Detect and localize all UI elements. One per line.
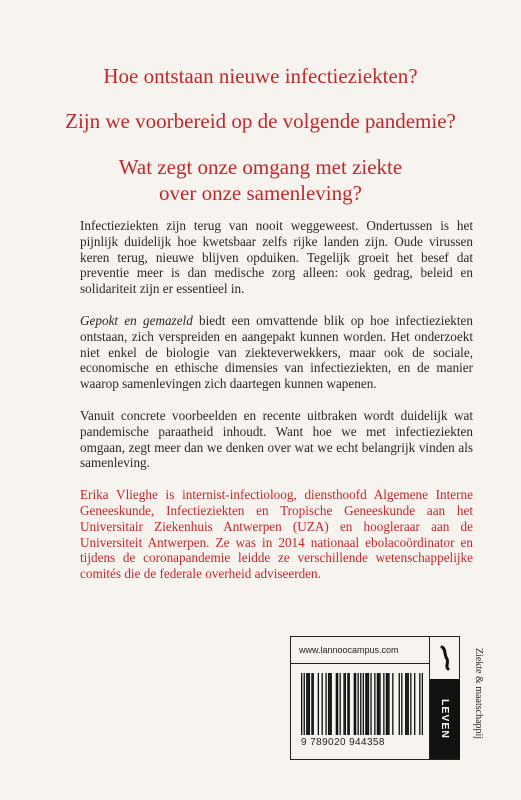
- book-title: Gepokt en gemazeld: [80, 312, 193, 328]
- barcode-bar: [392, 673, 393, 735]
- blurb-paragraph-1: Infectieziekten zijn terug van nooit weggeweest. Ondertussen is het pijnlijk duidelijk hoe kwetsbaar zelfs rijke landen zijn. Oude virussen keren terug, nieuwe blijven opduiken. Tegelijk groeit het besef dat preventie meer is dan medische zorg alleen: ook gedrag, beleid en solidariteit zijn er essentieel in.: [80, 218, 473, 297]
- barcode-bar: [378, 673, 379, 735]
- barcode-bar: [345, 673, 346, 735]
- publisher-logo-icon: [429, 637, 460, 679]
- barcode-bar: [419, 673, 420, 735]
- barcode-bar: [422, 673, 423, 735]
- question-2: Zijn we voorbereid op de volgende pandemie?: [65, 109, 456, 133]
- author-bio: is internist-infectioloog, diensthoofd Algemene Interne Geneeskunde, Infectieziekten en Tropische Geneeskunde aan het Universitair Ziekenhuis Antwerpen (UZA) en hoogleraar aan de Universiteit Antwerpen. Ze was in 2014 nationaal ebolacoördinator en tijdens de coronapandemie leidde ze verschillende wetenschappelijke comités die de federale overheid adviseerden.: [80, 487, 473, 582]
- barcode-bar: [331, 673, 332, 735]
- barcode-bar: [307, 673, 308, 735]
- question-block: [0, 64, 521, 226]
- barcode-bar: [304, 673, 305, 735]
- barcode-bar: [383, 673, 384, 735]
- barcode-bar: [374, 673, 375, 735]
- barcode-bar: [301, 673, 302, 735]
- isbn-number: 9 789020 944358: [301, 737, 385, 748]
- publisher-url: www.lannoocampus.com: [291, 637, 429, 664]
- barcode-bar: [343, 673, 344, 735]
- barcode-bar: [377, 673, 378, 735]
- barcode-bar: [329, 673, 330, 735]
- barcode-bar: [387, 673, 388, 735]
- barcode-bar: [401, 673, 402, 735]
- barcode-bar: [414, 673, 415, 735]
- barcode-bar: [410, 673, 411, 735]
- barcode-bar: [358, 673, 359, 735]
- barcode-bar: [406, 673, 407, 735]
- isbn-barcode: [301, 673, 423, 735]
- barcode-bar: [405, 673, 406, 735]
- question-3-line-2: over onze samenleving?: [159, 181, 362, 205]
- barcode-bar: [306, 673, 307, 735]
- barcode-bar: [322, 673, 323, 735]
- barcode-bar: [309, 673, 310, 735]
- barcode-bar: [399, 673, 400, 735]
- blurb-paragraph-2-text: biedt een omvattende blik op hoe infectieziekten ontstaan, zich verspreiden en aangepakt kunnen worden. Het onderzoekt niet enkel de biologie van ziekteverwekkers, maar ook de sociale, economische en ethische dimensies van infectieziekten, en de manier waarop samenlevingen zich daartegen kunnen wapenen.: [80, 312, 473, 392]
- barcode-bar: [366, 673, 367, 735]
- barcode-bar: [386, 673, 387, 735]
- barcode-bar: [325, 673, 326, 735]
- barcode-bar: [354, 673, 355, 735]
- barcode-bar: [336, 673, 337, 735]
- question-1: Hoe ontstaan nieuwe infectieziekten?: [103, 64, 418, 88]
- series-label: [470, 648, 490, 758]
- blurb: [80, 218, 473, 582]
- category-text: LEVEN: [439, 698, 451, 740]
- barcode-bar: [313, 673, 314, 735]
- barcode-bar: [347, 673, 348, 735]
- barcode-bar: [365, 673, 366, 735]
- barcode-bar: [360, 673, 361, 735]
- barcode-bar: [363, 673, 364, 735]
- barcode-bar: [340, 673, 341, 735]
- barcode-bar: [311, 673, 312, 735]
- barcode-bar: [355, 673, 356, 735]
- barcode-bar: [368, 673, 369, 735]
- blurb-paragraph-3: Vanuit concrete voorbeelden en recente uitbraken wordt duidelijk wat pandemische paraatheid inhoudt. Want hoe we met infectieziekten omgaan, zegt meer dan we denken over wat we echt belangrijk vinden als samenleving.: [80, 407, 473, 471]
- barcode-bar: [349, 673, 350, 735]
- barcode-bar: [408, 673, 409, 735]
- barcode-bar: [337, 673, 338, 735]
- barcode-bar: [318, 673, 319, 735]
- barcode-bar: [370, 673, 371, 735]
- barcode-panel: [290, 636, 460, 760]
- category-label: [429, 679, 460, 759]
- barcode-bar: [379, 673, 380, 735]
- blurb-paragraph-2: [80, 313, 473, 392]
- barcode-bar: [328, 673, 329, 735]
- barcode-bar: [388, 673, 389, 735]
- series-text: Ziekte & maatschappij: [473, 648, 484, 740]
- question-3-line-1: Wat zegt onze omgang met ziekte: [118, 155, 403, 179]
- author-bio-block: [80, 487, 473, 582]
- author-name: Erika Vlieghe: [80, 487, 158, 503]
